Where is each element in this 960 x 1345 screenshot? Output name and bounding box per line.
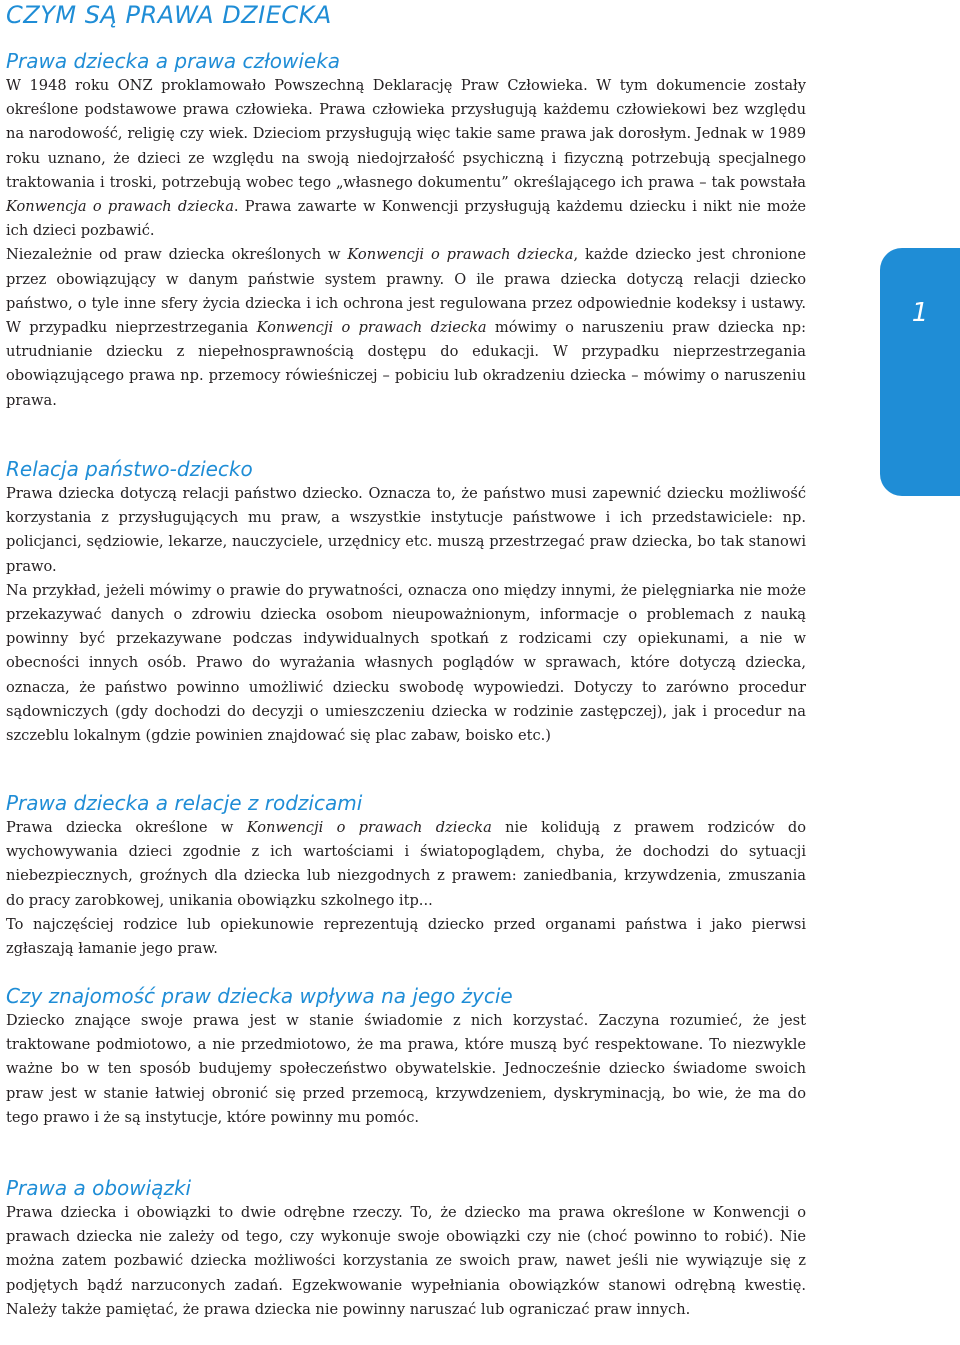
- text-run: . Prawa zawarte w Konwencji przysługują każdemu dziecku i nikt nie może ich dzieci pozbawić.: [6, 198, 806, 240]
- text-run: To najczęściej rodzice lub opiekunowie reprezentują dziecko przed organami państwa i jako pierwsi zgłaszają łamanie jego praw.: [6, 915, 806, 958]
- text-run: W 1948 roku ONZ proklamowało Powszechną Deklarację Praw Człowieka. W tym dokumencie zostały określone podstawowe prawa człowieka. Prawa człowieka przysługują każdemu człowiekowi bez względu na narodowość, religię czy wiek. Dzieciom przysługują więc takie same prawa jak dorosłym. Jednak w 1989 roku uznano, że dzieci ze względu na swoją niedojrzałość psychiczną i fizyczną potrzebują specjalnego traktowania i troski, potrzebują wobec tego „własnego dokumentu” określającego ich prawa – tak powstała: [6, 77, 806, 191]
- paragraph: [6, 816, 806, 913]
- page-number-tab: [880, 248, 960, 496]
- page-title: CZYM SĄ PRAWA DZIECKA: [6, 1, 332, 29]
- paragraph: [6, 74, 806, 243]
- section-rights-duties: [6, 1175, 806, 1322]
- italic-text-run: Konwencji o prawach dziecka: [347, 246, 574, 264]
- paragraph: [6, 913, 806, 961]
- section-heading: Prawa a obowiązki: [6, 1176, 192, 1200]
- paragraph: [6, 243, 806, 412]
- text-run: mówimy o naruszeniu praw dziecka np: utrudnianie dziecku z niepełnosprawnością dostępu do edukacji. W przypadku nieprzestrzegania obowiązującego prawa np. przemocy rówieśniczej – pobiciu lub okradzeniu dziecka – mówimy o naruszeniu prawa.: [6, 319, 806, 409]
- section-heading: Prawa dziecka a prawa człowieka: [6, 49, 341, 73]
- section-knowledge: [6, 983, 806, 1130]
- section-heading: Czy znajomość praw dziecka wpływa na jego życie: [6, 984, 513, 1008]
- text-run: nie kolidują z prawem rodziców do wychowywania dzieci zgodnie z ich wartościami i światopoglądem, chyba, że dochodzi do sytuacji niebezpiecznych, groźnych dla dziecka lub niezgodnych z prawem: zaniedbania, krzywdzenia, zmuszania do pracy zarobkowej, unikania obowiązku szkolnego itp...: [6, 819, 806, 909]
- text-run: Na przykład, jeżeli mówimy o prawie do prywatności, oznacza ono między innymi, że pielęgniarka nie może przekazywać danych o zdrowiu dziecka osobom nieupoważnionym, informacje o problemach z nauką powinny być przekazywane podczas indywidualnych spotkań z rodzicami czy opiekunami, a nie w obecności innych osób. Prawo do wyrażania własnych poglądów w sprawach, które dotyczą dziecka, oznacza, że państwo powinno umożliwić dziecku swobodę wypowiedzi. Dotyczy to zarówno procedur sądowniczych (gdy dochodzi do decyzji o umieszczeniu dziecka w rodzinie zastępczej), jak i procedur na szczeblu lokalnym (gdzie powinien znajdować się plac zabaw, boisko etc.): [6, 581, 806, 745]
- section-heading: Relacja państwo-dziecko: [6, 457, 253, 481]
- section-parents: [6, 790, 806, 961]
- section-state-child: [6, 456, 806, 748]
- text-run: Niezależnie od praw dziecka określonych w: [6, 246, 348, 264]
- section-human-rights: [6, 48, 806, 413]
- paragraph: [6, 1201, 806, 1322]
- text-run: , każde dziecko jest chronione przez obowiązujący w danym państwie system prawny. O ile prawa dziecka dotyczą relacji dziecko państwo, o tyle inne sfery życia dziecka i ich ochrona jest regulowana przez odpowiednie kodeksy i ustawy. W przypadku nieprzestrzegania: [6, 246, 806, 337]
- paragraph: [6, 482, 806, 579]
- italic-text-run: Konwencji o prawach dziecka: [246, 819, 492, 836]
- italic-text-run: Konwencji o prawach dziecka: [256, 319, 487, 337]
- paragraph: [6, 1009, 806, 1130]
- text-run: Prawa dziecka określone w: [6, 819, 247, 836]
- italic-text-run: Konwencja o prawach dziecka: [6, 198, 234, 216]
- paragraph: [6, 579, 806, 748]
- text-run: Dziecko znające swoje prawa jest w stanie świadomie z nich korzystać. Zaczyna rozumieć, że jest traktowane podmiotowo, a nie przedmiotowo, że ma prawa, które muszą być respektowane. To niezwykle ważne bo w ten sposób budujemy społeczeństwo obywatelskie. Jednocześnie dziecko świadome swoich praw jest w stanie łatwiej obronić się przed przemocą, krzywdzeniem, dyskryminacją, bo wie, że ma do tego prawo i że są instytucje, które powinny mu pomóc.: [6, 1012, 806, 1126]
- text-run: Prawa dziecka i obowiązki to dwie odrębne rzeczy. To, że dziecko ma prawa określone w Konwencji o prawach dziecka nie zależy od tego, czy wykonuje swoje obowiązki czy nie (choć powinno to robić). Nie można zatem pozbawić dziecka możliwości korzystania ze swoich praw, nawet jeśli nie wywiązuje się z podjętych bądź narzuconych zadań. Egzekwowanie wypełniania obowiązków stanowi odrębną kwestię. Należy także pamiętać, że prawa dziecka nie powinny naruszać lub ograniczać praw innych.: [6, 1204, 806, 1318]
- section-heading: Prawa dziecka a relacje z rodzicami: [6, 791, 363, 815]
- text-run: Prawa dziecka dotyczą relacji państwo dziecko. Oznacza to, że państwo musi zapewnić dziecku możliwość korzystania z przysługujących mu praw, a wszystkie instytucje państwowe i ich przedstawiciele: np. policjanci, sędziowie, lekarze, nauczyciele, urzędnicy etc. muszą przestrzegać praw dziecka, bo tak stanowi prawo.: [6, 485, 806, 575]
- page-number: 1: [911, 298, 929, 328]
